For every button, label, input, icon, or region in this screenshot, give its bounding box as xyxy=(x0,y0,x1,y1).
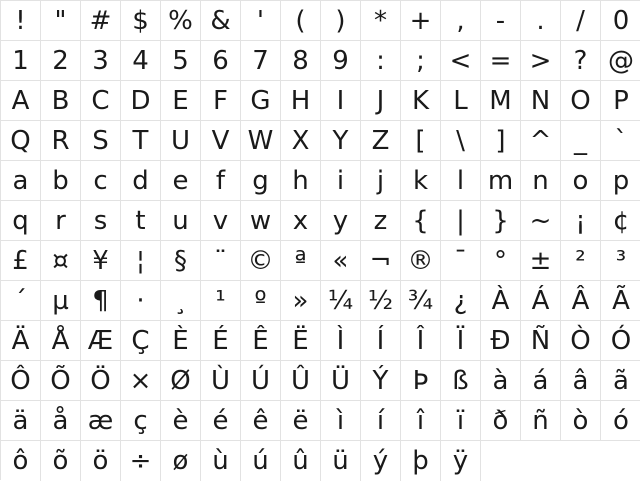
char-cell[interactable]: ç xyxy=(121,401,161,441)
char-cell[interactable]: â xyxy=(561,361,601,401)
char-cell[interactable]: ÷ xyxy=(121,441,161,481)
char-cell[interactable]: ' xyxy=(241,1,281,41)
char-cell[interactable]: | xyxy=(441,201,481,241)
char-cell[interactable]: l xyxy=(441,161,481,201)
char-cell[interactable]: p xyxy=(601,161,640,201)
char-cell[interactable]: î xyxy=(401,401,441,441)
char-cell[interactable]: » xyxy=(281,281,321,321)
char-cell[interactable]: u xyxy=(161,201,201,241)
char-cell[interactable]: 4 xyxy=(121,41,161,81)
char-cell[interactable]: 2 xyxy=(41,41,81,81)
char-cell[interactable]: ¶ xyxy=(81,281,121,321)
char-cell[interactable]: ð xyxy=(481,401,521,441)
char-cell[interactable]: ä xyxy=(1,401,41,441)
char-cell[interactable]: ½ xyxy=(361,281,401,321)
char-cell[interactable]: ò xyxy=(561,401,601,441)
char-cell[interactable]: Ò xyxy=(561,321,601,361)
char-cell[interactable]: f xyxy=(201,161,241,201)
char-cell[interactable]: Ã xyxy=(601,281,640,321)
char-cell[interactable]: v xyxy=(201,201,241,241)
char-cell[interactable]: a xyxy=(1,161,41,201)
char-cell[interactable]: T xyxy=(121,121,161,161)
char-cell[interactable]: E xyxy=(161,81,201,121)
char-cell[interactable]: ú xyxy=(241,441,281,481)
char-cell[interactable]: ¥ xyxy=(81,241,121,281)
char-cell[interactable]: o xyxy=(561,161,601,201)
char-cell[interactable]: ~ xyxy=(521,201,561,241)
char-cell[interactable]: ó xyxy=(601,401,640,441)
char-cell[interactable]: I xyxy=(321,81,361,121)
char-cell[interactable]: Ñ xyxy=(521,321,561,361)
char-cell[interactable]: G xyxy=(241,81,281,121)
char-cell[interactable]: Ù xyxy=(201,361,241,401)
char-cell[interactable]: , xyxy=(441,1,481,41)
char-cell[interactable]: { xyxy=(401,201,441,241)
char-cell[interactable]: Ó xyxy=(601,321,640,361)
char-cell[interactable]: å xyxy=(41,401,81,441)
char-cell[interactable]: Æ xyxy=(81,321,121,361)
char-cell[interactable]: Á xyxy=(521,281,561,321)
char-cell[interactable]: Ì xyxy=(321,321,361,361)
char-cell[interactable]: Ç xyxy=(121,321,161,361)
char-cell[interactable]: R xyxy=(41,121,81,161)
char-cell[interactable]: û xyxy=(281,441,321,481)
char-cell[interactable]: / xyxy=(561,1,601,41)
char-cell[interactable]: _ xyxy=(561,121,601,161)
char-cell[interactable]: U xyxy=(161,121,201,161)
char-cell[interactable]: £ xyxy=(1,241,41,281)
char-cell[interactable]: C xyxy=(81,81,121,121)
char-cell[interactable]: ø xyxy=(161,441,201,481)
char-cell[interactable]: 5 xyxy=(161,41,201,81)
char-cell[interactable]: 0 xyxy=(601,1,640,41)
char-cell[interactable]: + xyxy=(401,1,441,41)
char-cell[interactable]: 7 xyxy=(241,41,281,81)
char-cell[interactable]: ã xyxy=(601,361,640,401)
char-cell[interactable]: % xyxy=(161,1,201,41)
char-cell[interactable]: # xyxy=(81,1,121,41)
char-cell[interactable]: ¢ xyxy=(601,201,640,241)
char-cell[interactable]: N xyxy=(521,81,561,121)
char-cell[interactable]: 3 xyxy=(81,41,121,81)
char-cell[interactable]: } xyxy=(481,201,521,241)
char-cell[interactable]: ß xyxy=(441,361,481,401)
char-cell[interactable]: \ xyxy=(441,121,481,161)
char-cell[interactable]: ì xyxy=(321,401,361,441)
char-cell[interactable]: t xyxy=(121,201,161,241)
char-cell[interactable]: * xyxy=(361,1,401,41)
char-cell[interactable]: © xyxy=(241,241,281,281)
char-cell[interactable]: ¹ xyxy=(201,281,241,321)
char-cell[interactable]: " xyxy=(41,1,81,41)
char-cell[interactable]: ± xyxy=(521,241,561,281)
char-cell[interactable]: d xyxy=(121,161,161,201)
char-cell[interactable]: V xyxy=(201,121,241,161)
char-cell[interactable]: í xyxy=(361,401,401,441)
char-cell[interactable]: ¨ xyxy=(201,241,241,281)
char-cell[interactable]: Ë xyxy=(281,321,321,361)
char-cell[interactable]: Ô xyxy=(1,361,41,401)
char-cell[interactable]: é xyxy=(201,401,241,441)
char-cell[interactable]: s xyxy=(81,201,121,241)
char-cell[interactable]: ( xyxy=(281,1,321,41)
char-cell[interactable]: B xyxy=(41,81,81,121)
char-cell[interactable]: ¾ xyxy=(401,281,441,321)
char-cell[interactable]: ý xyxy=(361,441,401,481)
char-cell[interactable]: ¯ xyxy=(441,241,481,281)
char-cell[interactable]: X xyxy=(281,121,321,161)
char-cell[interactable]: « xyxy=(321,241,361,281)
char-cell[interactable]: ¿ xyxy=(441,281,481,321)
char-cell[interactable]: D xyxy=(121,81,161,121)
char-cell[interactable]: · xyxy=(121,281,161,321)
char-cell[interactable]: = xyxy=(481,41,521,81)
char-cell[interactable]: À xyxy=(481,281,521,321)
char-cell[interactable]: k xyxy=(401,161,441,201)
char-cell[interactable]: w xyxy=(241,201,281,241)
char-cell[interactable]: È xyxy=(161,321,201,361)
char-cell[interactable]: Ê xyxy=(241,321,281,361)
char-cell[interactable]: µ xyxy=(41,281,81,321)
char-cell[interactable]: ù xyxy=(201,441,241,481)
char-cell[interactable]: Þ xyxy=(401,361,441,401)
char-cell[interactable]: 6 xyxy=(201,41,241,81)
char-cell[interactable]: ` xyxy=(601,121,640,161)
char-cell[interactable]: j xyxy=(361,161,401,201)
char-cell[interactable]: Â xyxy=(561,281,601,321)
char-cell[interactable]: g xyxy=(241,161,281,201)
char-cell[interactable]: ; xyxy=(401,41,441,81)
char-cell[interactable]: Û xyxy=(281,361,321,401)
char-cell[interactable]: 8 xyxy=(281,41,321,81)
char-cell[interactable]: ¬ xyxy=(361,241,401,281)
char-cell[interactable]: ° xyxy=(481,241,521,281)
char-cell[interactable]: Å xyxy=(41,321,81,361)
char-cell[interactable]: . xyxy=(521,1,561,41)
char-cell[interactable]: O xyxy=(561,81,601,121)
char-cell[interactable]: Ï xyxy=(441,321,481,361)
char-cell[interactable]: ÿ xyxy=(441,441,481,481)
char-cell[interactable]: ª xyxy=(281,241,321,281)
char-cell[interactable]: m xyxy=(481,161,521,201)
char-cell[interactable]: - xyxy=(481,1,521,41)
char-cell[interactable]: ´ xyxy=(1,281,41,321)
char-cell[interactable]: M xyxy=(481,81,521,121)
char-cell[interactable]: ñ xyxy=(521,401,561,441)
char-cell[interactable]: þ xyxy=(401,441,441,481)
char-cell[interactable]: Z xyxy=(361,121,401,161)
char-cell[interactable]: Ð xyxy=(481,321,521,361)
char-cell[interactable]: ô xyxy=(1,441,41,481)
char-cell[interactable]: x xyxy=(281,201,321,241)
char-cell[interactable]: § xyxy=(161,241,201,281)
char-cell[interactable]: ) xyxy=(321,1,361,41)
char-cell[interactable]: ^ xyxy=(521,121,561,161)
char-cell[interactable]: n xyxy=(521,161,561,201)
char-cell[interactable]: × xyxy=(121,361,161,401)
char-cell[interactable]: $ xyxy=(121,1,161,41)
char-cell[interactable]: ö xyxy=(81,441,121,481)
char-cell[interactable]: H xyxy=(281,81,321,121)
char-cell[interactable]: á xyxy=(521,361,561,401)
char-cell[interactable]: A xyxy=(1,81,41,121)
char-cell[interactable]: ³ xyxy=(601,241,640,281)
char-cell[interactable]: Ø xyxy=(161,361,201,401)
char-cell[interactable]: Ü xyxy=(321,361,361,401)
char-cell[interactable]: ! xyxy=(1,1,41,41)
char-cell[interactable]: à xyxy=(481,361,521,401)
char-cell[interactable]: < xyxy=(441,41,481,81)
char-cell[interactable]: º xyxy=(241,281,281,321)
char-cell[interactable]: c xyxy=(81,161,121,201)
char-cell[interactable]: 1 xyxy=(1,41,41,81)
char-cell[interactable]: i xyxy=(321,161,361,201)
char-cell[interactable]: ê xyxy=(241,401,281,441)
char-cell[interactable]: ² xyxy=(561,241,601,281)
char-cell[interactable]: z xyxy=(361,201,401,241)
char-cell[interactable]: Y xyxy=(321,121,361,161)
char-cell[interactable]: ¼ xyxy=(321,281,361,321)
char-cell[interactable]: 9 xyxy=(321,41,361,81)
char-cell[interactable]: Ý xyxy=(361,361,401,401)
char-cell[interactable]: õ xyxy=(41,441,81,481)
char-cell[interactable]: L xyxy=(441,81,481,121)
char-cell[interactable]: @ xyxy=(601,41,640,81)
char-cell[interactable]: ] xyxy=(481,121,521,161)
char-cell[interactable]: æ xyxy=(81,401,121,441)
char-cell[interactable]: Ä xyxy=(1,321,41,361)
char-cell[interactable]: K xyxy=(401,81,441,121)
char-cell[interactable]: Õ xyxy=(41,361,81,401)
char-cell[interactable]: ü xyxy=(321,441,361,481)
char-cell[interactable]: [ xyxy=(401,121,441,161)
char-cell[interactable]: q xyxy=(1,201,41,241)
char-cell[interactable]: ¤ xyxy=(41,241,81,281)
char-cell[interactable]: F xyxy=(201,81,241,121)
char-cell[interactable]: Ö xyxy=(81,361,121,401)
char-cell[interactable]: Q xyxy=(1,121,41,161)
char-cell[interactable]: J xyxy=(361,81,401,121)
char-cell[interactable]: è xyxy=(161,401,201,441)
char-cell[interactable]: e xyxy=(161,161,201,201)
char-cell[interactable]: ï xyxy=(441,401,481,441)
char-cell[interactable]: ë xyxy=(281,401,321,441)
char-cell[interactable]: h xyxy=(281,161,321,201)
char-cell[interactable]: Î xyxy=(401,321,441,361)
char-cell[interactable]: r xyxy=(41,201,81,241)
char-cell[interactable]: b xyxy=(41,161,81,201)
char-cell[interactable]: ¦ xyxy=(121,241,161,281)
char-cell[interactable]: ¸ xyxy=(161,281,201,321)
char-cell[interactable]: y xyxy=(321,201,361,241)
char-cell[interactable]: É xyxy=(201,321,241,361)
char-cell[interactable]: & xyxy=(201,1,241,41)
char-cell[interactable]: > xyxy=(521,41,561,81)
char-cell[interactable]: S xyxy=(81,121,121,161)
char-cell[interactable]: Ú xyxy=(241,361,281,401)
char-cell[interactable]: ¡ xyxy=(561,201,601,241)
char-cell[interactable]: P xyxy=(601,81,640,121)
char-cell[interactable]: ? xyxy=(561,41,601,81)
char-cell[interactable]: Í xyxy=(361,321,401,361)
char-cell[interactable]: : xyxy=(361,41,401,81)
char-cell[interactable]: W xyxy=(241,121,281,161)
char-cell[interactable]: ® xyxy=(401,241,441,281)
